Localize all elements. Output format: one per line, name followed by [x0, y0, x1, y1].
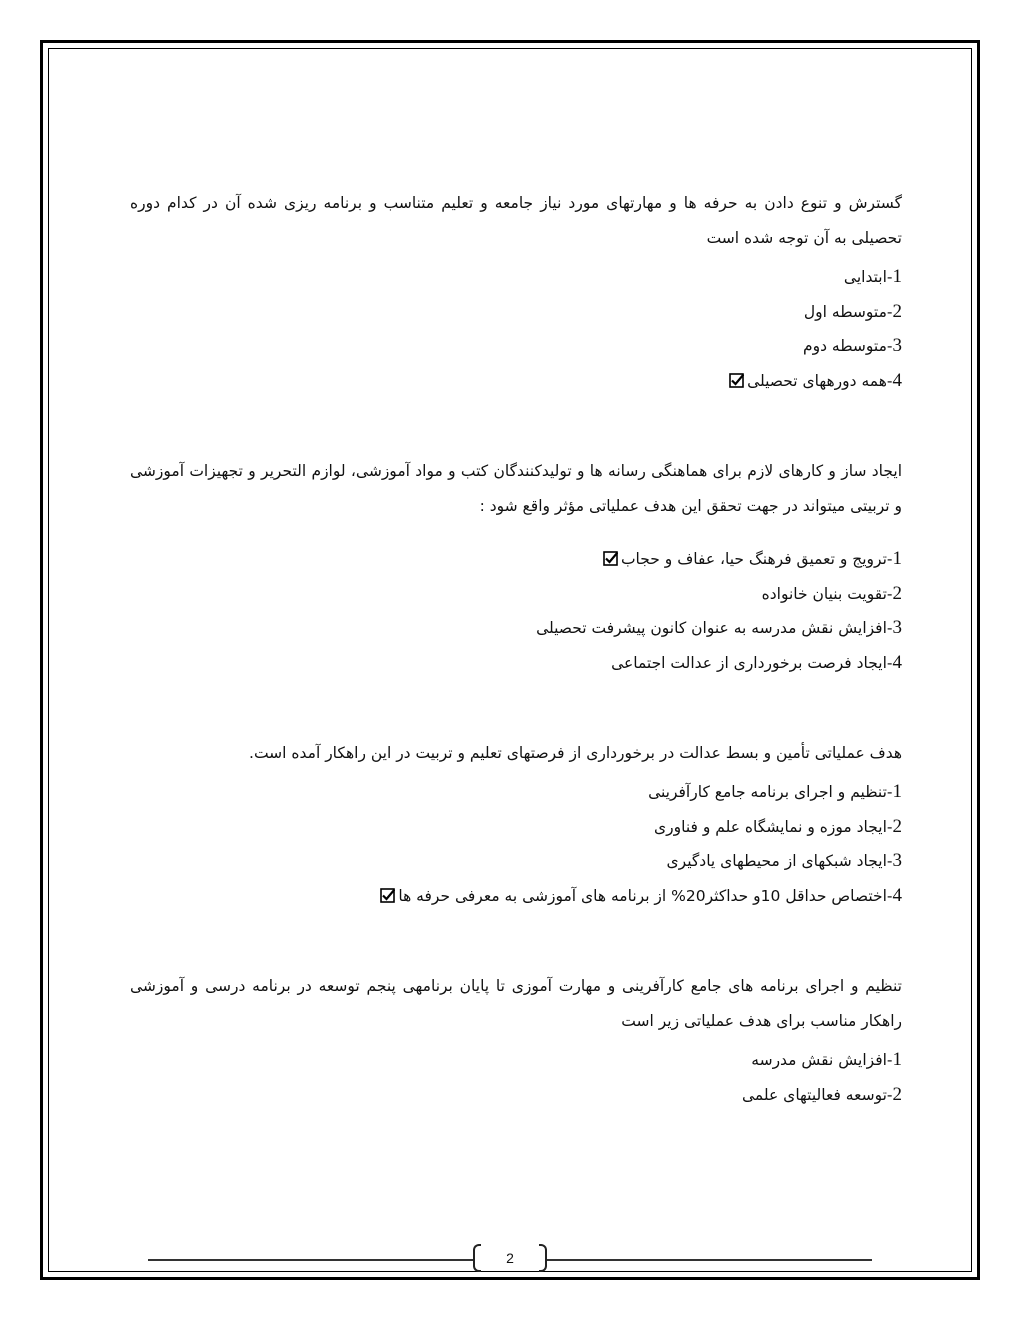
option-number: 3 [892, 335, 902, 356]
option-item [130, 1078, 902, 1113]
question-text: هدف عملیاتی تأمین و بسط عدالت در برخورداری از فرصتهای تعلیم و تربیت در این راهکار آمده است. [249, 744, 902, 762]
checkbox-checked-icon [603, 544, 618, 559]
option-item [130, 611, 902, 646]
option-number: 2 [892, 582, 902, 604]
question-text: ایجاد ساز و کارهای لازم برای هماهنگی رسانه ها و تولیدکنندگان کتب و مواد آموزشی، لوازم التحریر و تجهیزات آموزشی و تربیتی میتواند در جهت تحقق این هدف عملیاتی مؤثر واقع شود : [130, 462, 902, 515]
option-label: -متوسطه اول [803, 302, 893, 321]
options-list [130, 775, 902, 913]
question-4 [130, 969, 902, 1112]
option-number: 4 [892, 369, 902, 391]
checkbox-checked-icon [380, 881, 395, 896]
option-item [130, 577, 902, 612]
footer-rule-left [148, 1259, 474, 1261]
option-number: 2 [892, 815, 902, 837]
page-number: 2 [506, 1250, 514, 1266]
checkbox-checked-icon [729, 366, 744, 381]
option-label: -متوسطه دوم [802, 337, 893, 355]
option-label: -توسعه فعالیتهای علمی [742, 1085, 893, 1104]
options-list [130, 1043, 902, 1112]
option-label: -افزایش نقش مدرسه به عنوان کانون پیشرفت تحصیلی [536, 619, 893, 637]
question-2 [130, 454, 902, 680]
option-item [130, 295, 902, 330]
option-number: 1 [892, 781, 902, 802]
options-list [130, 260, 902, 398]
document-content [130, 186, 902, 1112]
question-text: گسترش و تنوع دادن به حرفه ها و مهارتهای مورد نیاز جامعه و تعلیم متناسب و برنامه ریزی شده آن در کدام دوره تحصیلی به آن توجه شده است [130, 194, 902, 247]
question-3 [130, 736, 902, 913]
option-item [130, 775, 902, 810]
option-item [130, 810, 902, 845]
option-number: 1 [892, 1049, 902, 1070]
option-number: 2 [892, 300, 902, 322]
option-number: 4 [892, 884, 902, 906]
option-label: -ترویج و تعمیق فرهنگ حیا، عفاف و حجاب [620, 550, 893, 568]
options-list [130, 542, 902, 680]
option-label: -تقویت بنیان خانواده [761, 584, 893, 603]
option-number: 1 [892, 266, 902, 287]
option-number: 3 [892, 617, 902, 638]
option-label: -تنظیم و اجرای برنامه جامع کارآفرینی [648, 783, 893, 801]
option-item [130, 844, 902, 879]
question-text: تنظیم و اجرای برنامه های جامع کارآفرینی و مهارت آموزی تا پایان برنامهی پنجم توسعه در برنامه درسی و آموزشی راهکار مناسب برای هدف عملیاتی زیر است [130, 977, 902, 1030]
question-1 [130, 186, 902, 398]
option-number: 2 [892, 1083, 902, 1105]
option-label: -ایجاد موزه و نمایشگاه علم و فناوری [654, 817, 893, 836]
option-number: 4 [892, 651, 902, 673]
option-label: -همه دورههای تحصیلی [747, 371, 893, 390]
option-label: -افزایش نقش مدرسه [751, 1051, 893, 1069]
option-label: -ایجاد فرصت برخورداری از عدالت اجتماعی [611, 653, 893, 672]
option-item [130, 646, 902, 681]
option-number: 3 [892, 850, 902, 871]
option-item [130, 1043, 902, 1078]
option-item-correct [130, 542, 902, 577]
footer-rule-right [546, 1259, 872, 1261]
option-item-correct [130, 879, 902, 914]
option-label: -اختصاص حداقل 10و حداکثر20% از برنامه های آموزشی به معرفی حرفه ها [398, 886, 893, 905]
option-label: -ابتدایی [843, 268, 893, 286]
option-item [130, 329, 902, 364]
option-item [130, 260, 902, 295]
option-label: -ایجاد شبکهای از محیطهای یادگیری [666, 852, 893, 870]
option-number: 1 [892, 548, 902, 569]
option-item-correct [130, 364, 902, 399]
